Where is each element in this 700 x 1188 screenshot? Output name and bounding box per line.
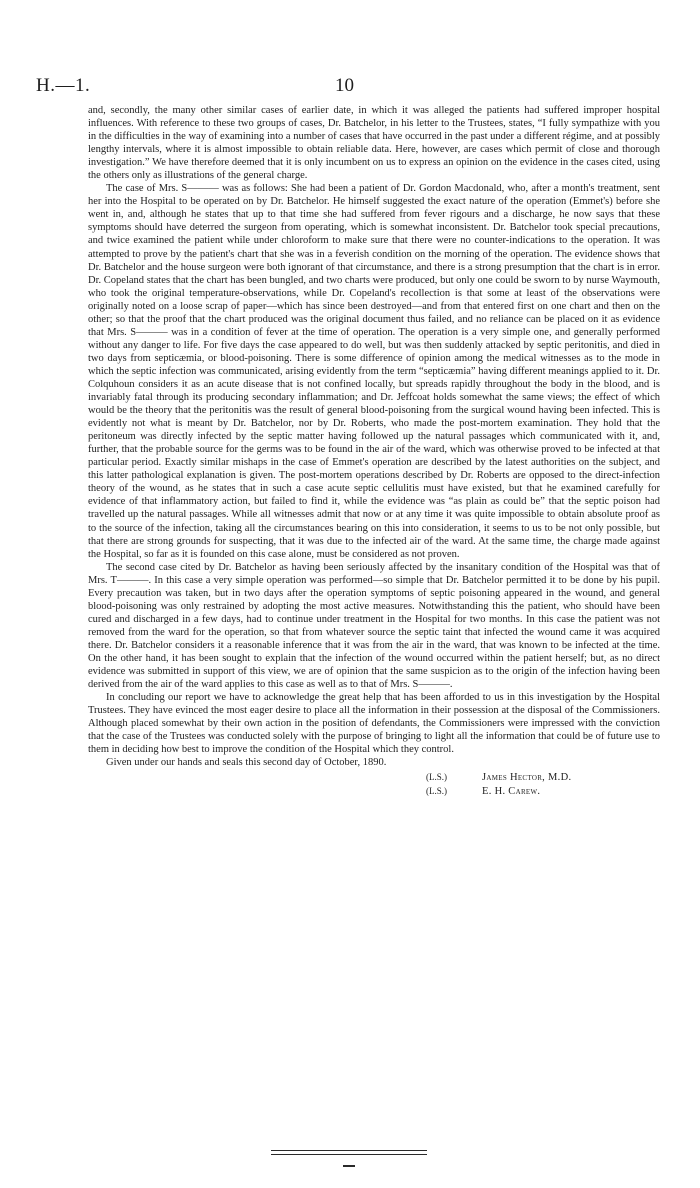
paragraph-date-line: Given under our hands and seals this second day of October, 1890. — [106, 757, 387, 769]
report-body — [88, 104, 660, 798]
closing-dash — [343, 1165, 355, 1167]
closing-rule-bottom — [271, 1154, 427, 1155]
signature-row — [88, 771, 660, 784]
paragraph-case-mrs-t: The second case cited by Dr. Batchelor as having been seriously affected by the insanitary condition of the Hospital was that of Mrs. T———. In this case a very simple operation was performed—so simple that Dr. Batchelor permitted it to be done by his pupil. Every precaution was taken, but in two days after the operation symptoms of septic poisoning appeared in the wound, and general blood-poisoning was only restrained by adopting the most active measures. Notwithstanding this the patient, who should have been cured and discharged in a few days, had to continue under treatment in the Hospital for two months. In this case the patient was not removed from the ward for the operation, so that from whatever source the septic taint that infected the wound came it was acquired there. Dr. Batchelor considers it a reasonable inference that it was from the air in the ward, that was known to be infected at the time. On the other hand, it has been sought to explain that the infection of the wound occurred within the patient herself; but, as no direct evidence was submitted in support of this view, we are of opinion that the same suspicion as to the origin of the infection having been derived from the air of the ward applies to this case as well as to that of Mrs. S———. — [88, 561, 660, 691]
closing-rule-top — [271, 1150, 427, 1151]
document-reference: H.—1. — [36, 75, 91, 96]
page-number: 10 — [335, 75, 354, 96]
paragraph-case-mrs-s: The case of Mrs. S——— was as follows: She had been a patient of Dr. Gordon Macdonald, who, after a month's treatment, sent her into the Hospital to be operated on by Dr. Batchelor. He himself suggested the exact nature of the operation (Emmet's) before she went in, and, although he states that up to that time she had suffered from fever rigours and a discharge, he now says that these symptoms should have deterred the surgeon from operating, which is somewhat inconsistent. Dr. Batchelor took special precautions, and twice examined the patient while under chloroform to make sure that there were no counter-indications to the operation. It was attempted to prove by the patient's chart that she was in a feverish condition on the morning of the operation. The evidence shows that Dr. Batchelor and the house surgeon were both ignorant of that circumstance, and there is a strong presumption that the chart is in error. Dr. Copeland states that the chart has been bungled, and two charts were produced, but only one could be sworn to by nurse Waymouth, who took the original temperature-observations, while Dr. Copeland's recollection is that some at least of the observations were originally noted on a loose scrap of paper—which has since been destroyed—and from that entered first on one chart and then on the other; so that the proof that the chart produced was the original document thus failed, and no reliance can be placed on it as evidence that Mrs. S——— was in a condition of fever at the time of operation. The operation is a very simple one, and generally performed without any danger to life. For five days the case appeared to do well, but was then suddenly attacked by septic peritonitis, and died in two days from septicæmia, or blood-poisoning. There is some difference of opinion among the medical witnesses as to the mode in which the septic infection was communicated, arising evidently from the term “septicæmia” having different meanings applied to it. Dr. Colquhoun considers it as an acute disease that is not confined locally, but spreads rapidly throughout the body in the blood, and is invariably fatal through its producing secondary inflammation; and Dr. Jeffcoat holds somewhat the same views; the effect of which would be the theory that the peritonitis was the result of general blood-poisoning from the surgical wound having been infected. This is evidently not what is meant by Dr. Batchelor, nor by Dr. Roberts, who made the post-mortem examination. They hold that the peritoneum was directly infected by the septic matter having followed up the natural passages which communicated with it, and, further, that the probable source for the germs was to be found in the air of the ward, which was otherwise proved to be infected at that particular period. Exactly similar mishaps in the case of Emmet's operation are described by the latest authorities on the subject, and this latter pathological explanation is given. The post-mortem operations described by Dr. Roberts are opposed to the direct-infection theory of the wound, as he states that in such a case acute septic cellulitis must have existed, but that he examined carefully for evidence of that inflammatory action, but failed to find it, while the evidence was “as plain as could be” that the septic poison had travelled up the natural passages. While all witnesses admit that now or at any time it was quite impossible to obtain absolute proof as to the source of the infection, taking all the circumstances bearing on this into consideration, it seems to us to be not only possible, but that there are strong grounds for suspecting, that it was due to the infected air of the ward. At the same time, the charge made against the Hospital, so far as it is founded on this case alone, must be considered as not proven. — [88, 183, 660, 560]
seal-mark: (L.S.) — [426, 785, 447, 796]
signature-block — [88, 771, 660, 798]
seal-mark: (L.S.) — [426, 772, 447, 783]
signature-row — [88, 785, 660, 798]
paragraph-conclusion: In concluding our report we have to acknowledge the great help that has been afforded to us in this investigation by the Hospital Trustees. They have evinced the most eager desire to place all the information in their possession at the disposal of the Commissioners. Although placed somewhat by their own action in the position of defendants, the Commissioners were impressed with the conviction that the case of the Trustees was conducted solely with the purpose of bringing to light all the information that could be of future use to them in deciding how best to improve the condition of the Hospital which they control. — [88, 692, 660, 756]
signer-name: James Hector, M.D. — [482, 772, 572, 784]
paragraph-continuation: and, secondly, the many other similar cases of earlier date, in which it was alleged the patients had suffered improper hospital influences. With reference to these two groups of cases, Dr. Batchelor, in his letter to the Trustees, states, “I fully sympathize with you in the difficulties in the way of examining into a number of cases that have occurred in the past under a different régime, and at possibly lengthy intervals, where it is almost impossible to obtain reliable data. Here, however, are cases which permit of close and thorough investigation.” We have therefore deemed that it is only incumbent on us to express an opinion on the evidence in the cases cited, using the others only as illustrations of the general charge. — [88, 105, 660, 182]
signer-name: E. H. Carew. — [482, 785, 541, 797]
